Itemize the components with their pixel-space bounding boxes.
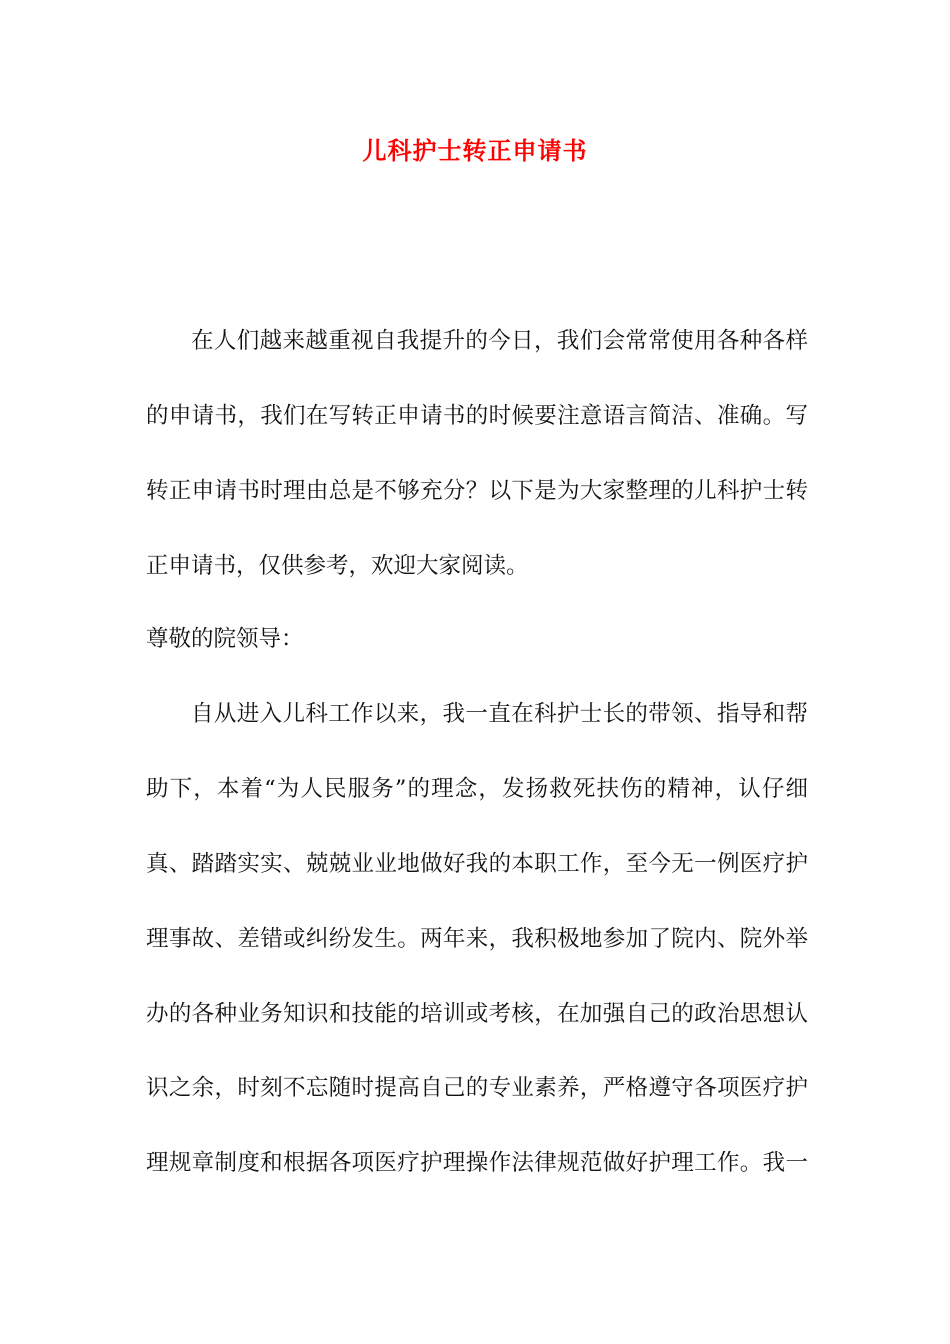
body-line-2: 助下，本着“为人民服务”的理念，发扬救死扶伤的精神，认仔细 <box>146 776 808 802</box>
body-line-3: 真、踏踏实实、兢兢业业地做好我的本职工作，至今无一例医疗护 <box>146 851 808 877</box>
body-line-4: 理事故、差错或纠纷发生。两年来，我积极地参加了院内、院外举 <box>146 926 808 952</box>
body-line-7: 理规章制度和根据各项医疗护理操作法律规范做好护理工作。我一 <box>146 1150 808 1176</box>
intro-line-4: 正申请书，仅供参考，欢迎大家阅读。 <box>146 553 529 579</box>
intro-line-2: 的申请书，我们在写转正申请书的时候要注意语言简洁、准确。写 <box>146 403 808 429</box>
intro-line-1: 在人们越来越重视自我提升的今日，我们会常常使用各种各样 <box>191 328 808 354</box>
body-line-5: 办的各种业务知识和技能的培训或考核，在加强自己的政治思想认 <box>146 1001 808 1027</box>
body-line-1: 自从进入儿科工作以来，我一直在科护士长的带领、指导和帮 <box>191 701 808 727</box>
salutation: 尊敬的院领导： <box>146 626 304 652</box>
intro-line-3: 转正申请书时理由总是不够充分？以下是为大家整理的儿科护士转 <box>146 478 808 504</box>
document-title: 儿科护士转正申请书 <box>362 136 588 165</box>
body-line-6: 识之余，时刻不忘随时提高自己的专业素养，严格遵守各项医疗护 <box>146 1075 808 1101</box>
